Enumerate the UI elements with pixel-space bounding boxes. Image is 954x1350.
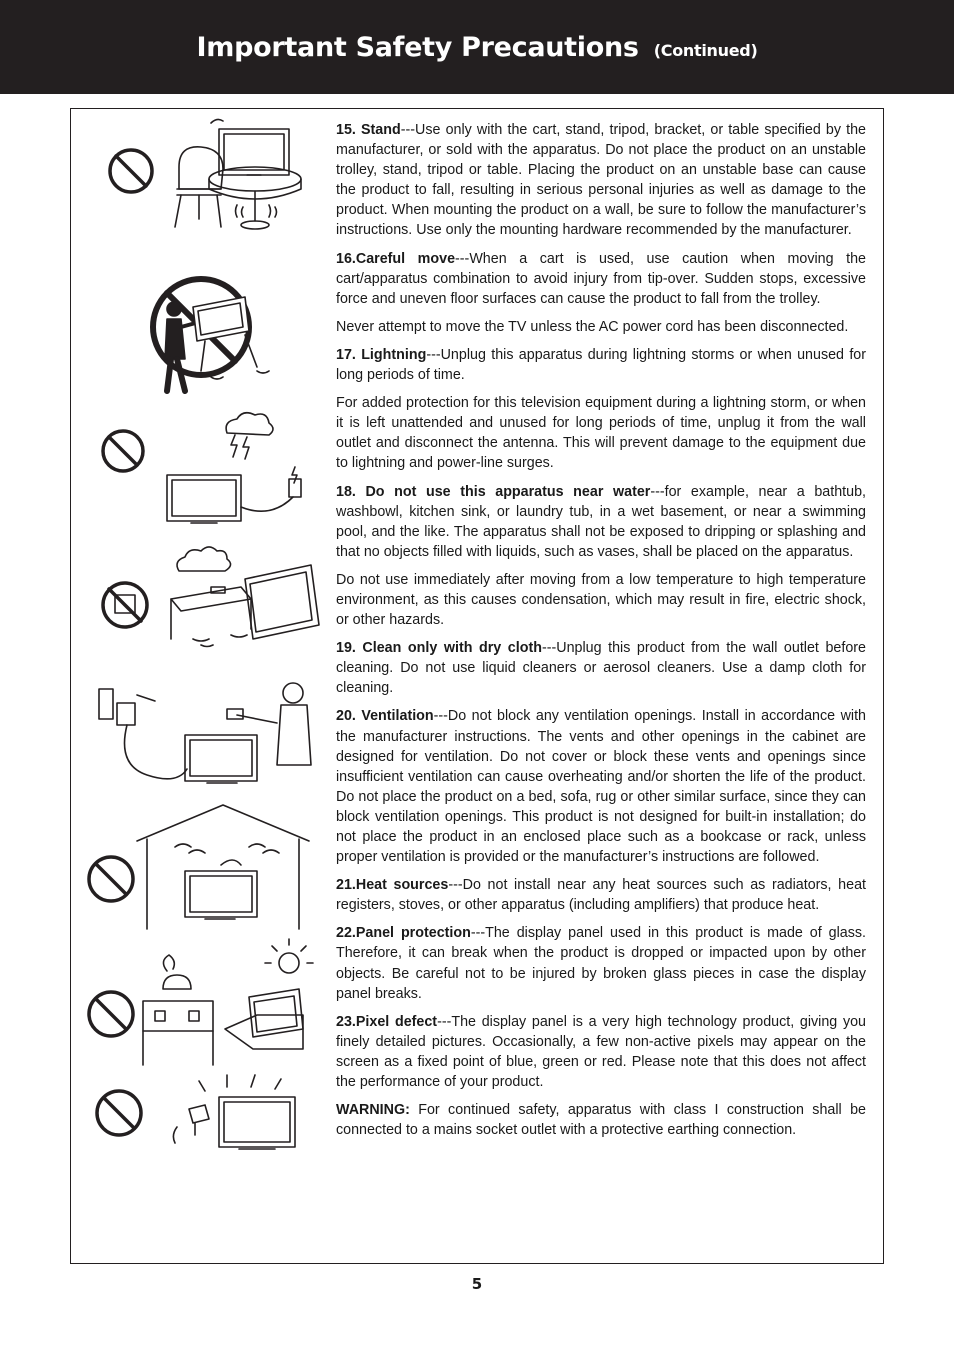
section-17-note: For added protection for this television equipment during a lightning storm, or when it is left unattended and unused for long periods of time, unplug it from the wall outlet and disconnect the antenna. This will prevent damage to the equipment due to lightning and power-line surges. — [336, 395, 866, 472]
careful-move-illustration — [153, 279, 269, 391]
section-heading: 21.Heat sources — [336, 877, 449, 894]
section-body: ---Do not block any ventilation openings. Install in accordance with the manufacturer instructions. The vents and other openings in the cabinet are designed for ventilation. Do not cover or block these vents and openings since insufficient ventilation can cause overheating and/or shorten the life of the product. Do not place the product on a bed, sofa, rug or other similar surface, since they can block ventilation openings. This product is not designed for built-in installation; do not place the product in an enclosed place such as a bookcase or rack, unless proper ventilation is provided or the manufacturer’s instructions are followed. — [336, 708, 866, 866]
section-body: ---Unplug this apparatus during lightning storms or when unused for long periods of time. — [336, 346, 867, 384]
section-16-note: Never attempt to move the TV unless the AC power cord has been disconnected. — [336, 318, 849, 335]
section-16 — [336, 249, 866, 309]
section-body: ---The display panel is a very high technology product, giving you finely detailed pictures. Occasionally, a few non-active pixels may appear on the screen as a fixed point of blue, green or red. Please note that this does not affect the performance of your product. — [336, 1013, 866, 1091]
section-body: ---The display panel used in this product is made of glass. Therefore, it can break when the product is dropped or impacted upon by other objects. Be careful not to be injured by broken glass pieces in case the display panel breaks. — [336, 925, 866, 1002]
section-heading: 22.Panel protection — [336, 925, 471, 942]
title-continued: (Continued) — [653, 40, 758, 60]
warning-body: For continued safety, apparatus with class I construction shall be connected to a mains socket outlet with a protective earthing connection. — [336, 1102, 866, 1139]
section-heading: 16.Careful move — [336, 250, 456, 267]
water-illustration — [103, 547, 319, 647]
section-18-note: Do not use immediately after moving from a low temperature to high temperature environment, as this causes condensation, which may result in fire, electric shock, or other hazards. — [336, 571, 866, 629]
section-19 — [336, 638, 866, 698]
section-heading: 20. Ventilation — [336, 708, 434, 725]
section-20 — [336, 706, 866, 867]
section-heading: 15. Stand — [336, 122, 401, 138]
page-header — [0, 0, 954, 94]
section-17 — [336, 345, 866, 385]
warning-note — [336, 1100, 866, 1140]
prohibition-icon — [103, 431, 143, 471]
content-frame — [70, 108, 884, 1264]
section-body: ---for example, near a bathtub, washbowl, kitchen sink, or laundry tub, in a wet basement, or near a swimming pool, and the like. The apparatus shall not be exposed to dripping or splashing and that no objects filled with liquids, such as vases, shall be placed on the apparatus. — [336, 483, 866, 560]
section-22 — [336, 923, 866, 1003]
panel-impact-illustration — [97, 1075, 295, 1149]
section-heading: 19. Clean only with dry cloth — [336, 640, 542, 657]
section-body: ---Use only with the cart, stand, tripod, bracket, or table specified by the manufacturer, or sold with the apparatus. Do not place the product on an unstable trolley, stand, tripod or table. Placing the product on an unstable base can cause the product to fall, resulting in serious personal injuries as well as damage to the product. When mounting the product on a wall, be sure to follow the manufacturer’s instructions. Use only the mounting hardware recommended by the manufacturer. — [336, 122, 867, 239]
section-heading: 17. Lightning — [336, 346, 427, 363]
clean-cloth-illustration — [99, 683, 311, 783]
illustrations-column — [71, 109, 331, 1265]
warning-heading: WARNING: — [336, 1102, 410, 1119]
section-23 — [336, 1012, 866, 1092]
text-column — [336, 120, 866, 1148]
no-water-icon — [103, 583, 147, 627]
title-text: Important Safety Precautions — [196, 31, 639, 63]
section-18 — [336, 482, 866, 562]
prohibition-icon — [89, 992, 133, 1036]
section-body: ---When a cart is used, use caution when moving the cart/apparatus combination to avoid injury from tip-over. Sudden stops, excessive force and uneven floor surfaces can cause the product to fall from the trolley. — [336, 250, 866, 307]
page-number: 5 — [471, 1275, 483, 1293]
prohibition-icon — [89, 857, 133, 901]
stand-illustration — [110, 119, 301, 229]
lightning-illustration — [103, 413, 301, 523]
ventilation-illustration — [89, 805, 309, 929]
prohibition-icon — [110, 150, 152, 192]
section-21 — [336, 875, 866, 915]
section-heading: 23.Pixel defect — [336, 1013, 438, 1030]
section-heading: 18. Do not use this apparatus near water — [336, 483, 651, 500]
prohibition-icon — [97, 1091, 141, 1135]
section-body: ---Unplug this product from the wall outlet before cleaning. Do not use liquid cleaners or aerosol cleaners. Use a damp cloth for cleaning. — [336, 640, 866, 697]
section-15 — [336, 120, 866, 241]
heat-sources-illustration — [89, 939, 313, 1065]
page-title — [197, 32, 758, 63]
section-body: ---Do not install near any heat sources such as radiators, heat registers, stoves, or other apparatus (including amplifiers) that produce heat. — [336, 877, 866, 914]
